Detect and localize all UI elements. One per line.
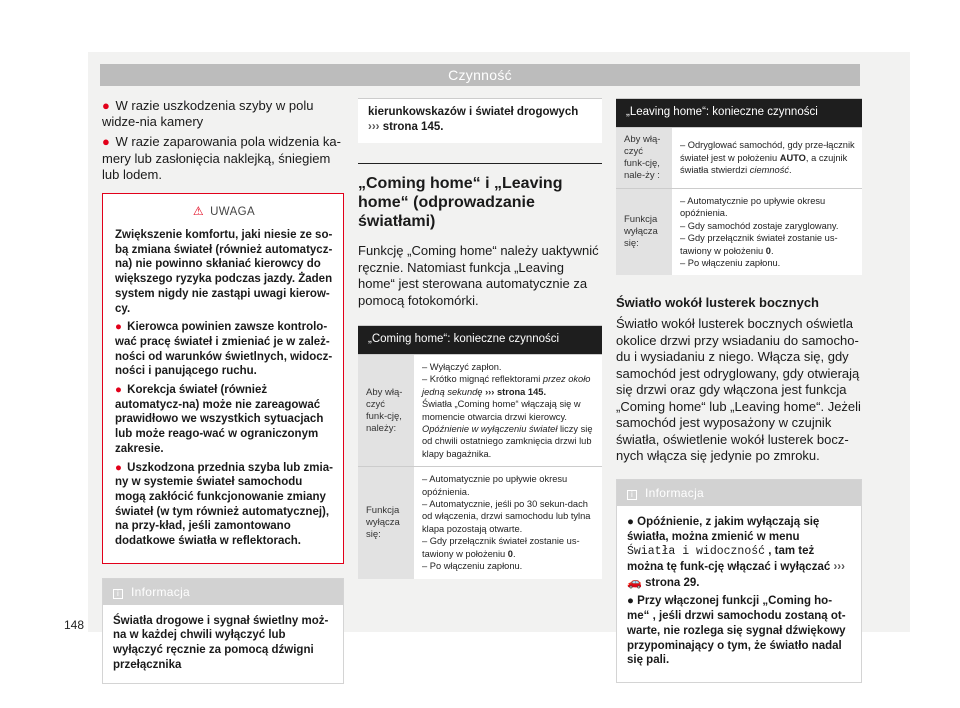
info-text (617, 506, 861, 682)
table-row-label: Funkcja wyłącza się: (358, 467, 414, 579)
info-box (102, 578, 344, 684)
continued-text-box: kierunkowskazów i świateł drogowych ››› strona 145. (358, 98, 602, 143)
body-paragraph: Światło wokół lusterek bocznych oświetla okolice drzwi przy wsiadaniu do samocho-du i wysiadaniu z niego. Włącza się, gdy samochód jest odryglowany, gdy otwierają się drzwi oraz gdy włączona jest funkcja „Coming home“ lub „Leaving home“. Jeżeli samochód jest wyposażony w czujnik światła, oświetlenie wokół lusterek bocz-nych włącza się jedynie po zmroku. (616, 316, 861, 464)
page-reference-link[interactable]: strona 29. (645, 576, 700, 589)
subsection-title: Światło wokół lusterek bocznych (616, 295, 819, 311)
info-header: i Informacja (617, 480, 861, 506)
warning-triangle-icon: ⚠ (192, 204, 205, 219)
table-row-value: – Wyłączyć zapłon. – Krótko mignąć reflektorami przez około jedną sekundę ››› strona 145. Światła „Coming home“ włączają się w momencie otwarcia drzwi kierowcy. Opóźnienie w wyłączeniu świateł liczy się od chwili ostatniego zamknięcia drzwi lub klapy bagażnika. (414, 355, 602, 467)
warning-intro: Zwiększenie komfortu, jaki niesie ze so-bą zmiana świateł (również automatycz-na) nie powinno skłaniać kierowcy do większego ryzyka podczas jazdy. Żaden system nigdy nie zastąpi uwagi kierow-cy. (115, 229, 333, 315)
column-3 (616, 98, 862, 683)
page-reference-link[interactable]: strona 145. (382, 121, 444, 133)
warning-item: ● Korekcja świateł (również automatycz-na) może nie zareagować prawidłowo we wszystkich sytuacjach lub może reago-wać w ograniczonym zakresie. (115, 384, 324, 455)
reference-arrow: ››› (368, 121, 380, 133)
menu-name: Światła i widoczność (627, 545, 766, 559)
table-row (616, 128, 862, 189)
table-row (358, 467, 602, 579)
bullet-dot-icon: ● (102, 98, 110, 113)
info-item: ● Przy włączonej funkcji „Coming ho-me“ , jeśli drzwi samochodu zostaną ot-warte, nie rozlega się sygnał dźwiękowy przypominający o tym, że światło nadal się pali. (627, 595, 846, 667)
table-row (358, 355, 602, 467)
bullet-dot-icon: ● (102, 134, 110, 150)
bullet-item: ● W razie uszkodzenia szyby w polu widze-nia kamery (102, 98, 314, 130)
info-item: ● Opóźnienie, z jakim wyłączają się światła, można zmienić w menu Światła i widoczność , tam też można tę funk-cję włączać i wyłączać ››› 🚗 strona 29. (627, 515, 845, 589)
info-icon: i (113, 589, 123, 599)
car-page-icon: 🚗 (627, 574, 642, 589)
table-row (616, 189, 862, 276)
table-row-label: Aby włą-czyć funk-cję, należy: (358, 355, 414, 467)
table-row-label: Aby włą-czyć funk-cję, nale-ży : (616, 128, 672, 189)
info-box (616, 479, 862, 683)
bullet-dot-icon: ● (115, 384, 122, 397)
page-number: 148 (64, 618, 85, 632)
warning-box (102, 193, 344, 564)
warning-header: ⚠ UWAGA (192, 204, 256, 219)
bullet-dot-icon: ● (115, 461, 122, 474)
warning-item: ● Kierowca powinien zawsze kontrolo-wać pracę świateł i zmieniać je w zależ-ności od warunków świetlnych, widocz-ności i panującego ruchu. (115, 321, 333, 378)
warning-item: ● Uszkodzona przednia szyba lub zmia-ny w systemie świateł samochodu mogą zakłócić funkcjonowanie zmiany świateł (w tym również automatycznej), na przy-kład, jeśli zamontowano dodatkowe światła w reflektorach. (115, 461, 333, 548)
body-paragraph: Funkcję „Coming home“ należy uaktywnić ręcznie. Natomiast funkcja „Leaving home“ jest sterowana automatycznie za pomocą fotokomórki. (358, 243, 599, 308)
table-row-value: – Automatycznie po upływie okresu opóźnienia. – Gdy samochód zostaje zaryglowany. – Gdy przełącznik świateł zostanie us-tawiony w położeniu 0. – Po włączeniu zapłonu. (672, 189, 862, 276)
section-title: „Coming home“ i „Leaving home“ (odprowadzanie światłami) (358, 163, 602, 231)
page-header: Czynność (100, 64, 860, 86)
info-icon: i (627, 490, 637, 500)
leaving-home-table (616, 98, 862, 275)
table-row-value: – Automatycznie po upływie okresu opóźnienia. – Automatycznie, jeśli po 30 sekun-dach od włączenia, drzwi samochodu lub tylna klapa pozostają otwarte. – Gdy przełącznik świateł zostanie us-tawiony w położeniu 0. – Po włączeniu zapłonu. (414, 467, 602, 579)
column-1 (102, 98, 344, 684)
table-row-label: Funkcja wyłącza się: (616, 189, 672, 276)
column-2 (358, 98, 602, 579)
bullet-item: ● W razie zaparowania pola widzenia ka-mery lub zasłonięcia naklejką, śniegiem lub lodem. (102, 134, 341, 182)
info-header: i Informacja (103, 579, 343, 605)
info-text: Światła drogowe i sygnał świetlny moż-na w każdej chwili wyłączyć lub wyłączyć ręcznie za pomocą dźwigni przełącznika (113, 614, 329, 671)
coming-home-table (358, 325, 602, 579)
table-title: „Coming home“: konieczne czynności (358, 326, 602, 355)
table-row-value: – Odryglować samochód, gdy prze-łącznik świateł jest w położeniu AUTO, a czujnik światła stwierdzi ciemność. (672, 128, 862, 189)
bullet-dot-icon: ● (115, 321, 122, 334)
table-title: „Leaving home“: konieczne czynności (616, 99, 862, 128)
